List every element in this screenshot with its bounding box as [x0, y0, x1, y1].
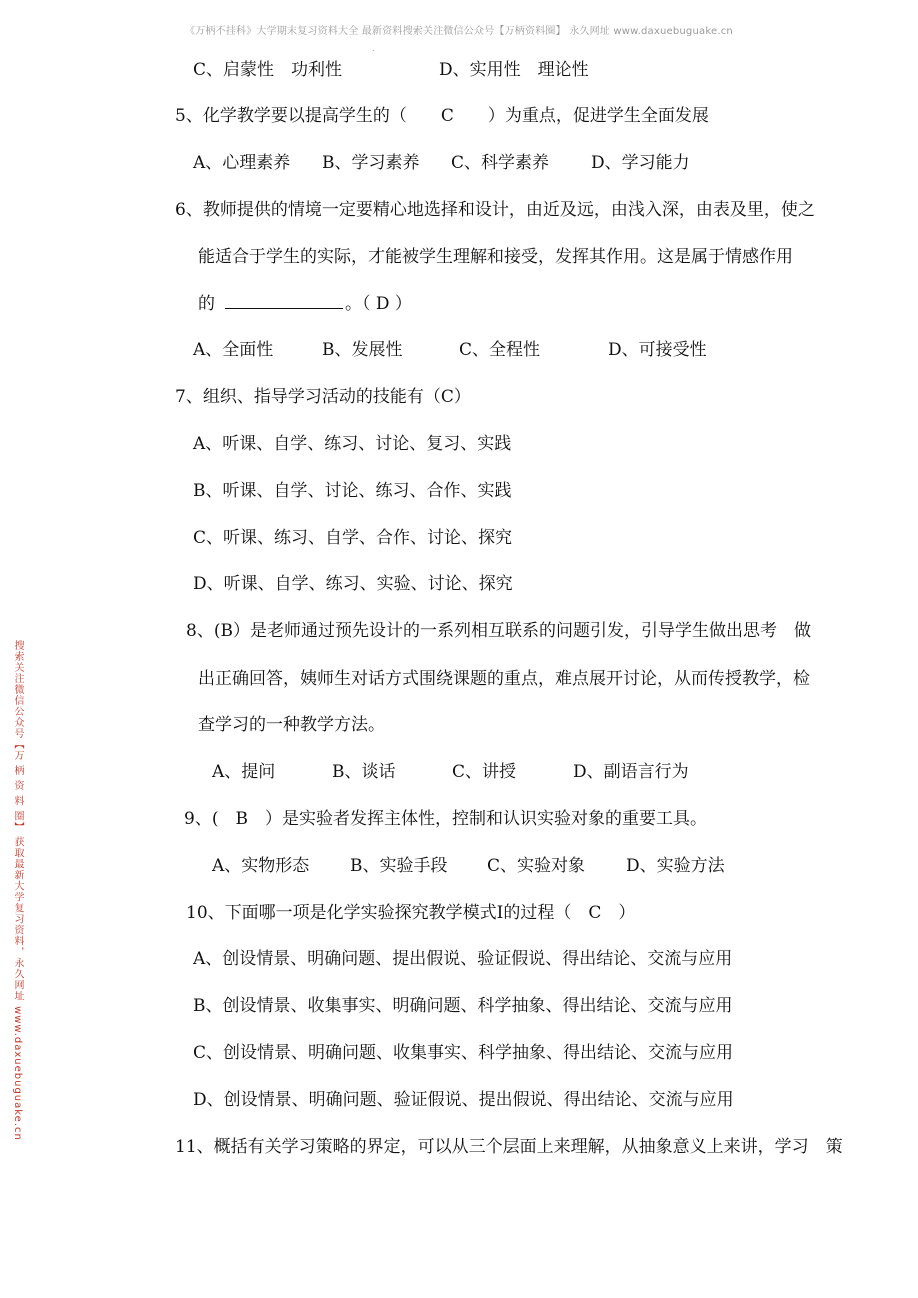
- q4-options: [193, 60, 589, 80]
- q6-stem-line1: 6、教师提供的情境一定要精心地选择和设计，由近及远，由浅入深，由表及里，使之: [175, 200, 815, 220]
- q8-options: [212, 762, 689, 782]
- q6-options: [193, 340, 707, 360]
- q5-option-b: B、学习素养: [322, 153, 420, 173]
- q8-stem-line3: 查学习的一种教学方法。: [198, 715, 385, 735]
- q8-option-c: C、讲授: [452, 762, 517, 782]
- q10-option-b: B、创设情景、收集事实、明确问题、科学抽象、得出结论、交流与应用: [193, 996, 733, 1016]
- q10-option-a: A、创设情景、明确问题、提出假说、验证假说、得出结论、交流与应用: [193, 949, 733, 969]
- header-dot: .: [372, 44, 375, 53]
- q9-option-a: A、实物形态: [212, 856, 310, 876]
- q9-stem: 9、( B ）是实验者发挥主体性，控制和认识实验对象的重要工具。: [184, 809, 707, 829]
- q7-option-d: D、听课、自学、练习、实验、讨论、探究: [193, 574, 513, 594]
- q6-de: 的: [198, 294, 215, 314]
- q8-option-a: A、提问: [212, 762, 276, 782]
- q4-option-d: D、实用性 理论性: [439, 60, 589, 80]
- q9-option-d: D、实验方法: [626, 856, 725, 876]
- q6-answer: 。（ D ）: [345, 294, 412, 314]
- q9-options: [212, 856, 725, 876]
- q5-option-a: A、心理素养: [193, 153, 291, 173]
- header-watermark: 《万柄不挂科》大学期末复习资料大全 最新资料搜索关注微信公众号【万柄资料圈】 永久网址 www.daxuebuguake.cn: [185, 26, 733, 37]
- q10-option-d: D、创设情景、明确问题、验证假说、提出假说、得出结论、交流与应用: [193, 1090, 734, 1110]
- q8-stem-line2: 出正确回答，姨师生对话方式围绕课题的重点，难点展开讨论，从而传授教学，检: [198, 669, 810, 689]
- q5-option-d: D、学习能力: [591, 153, 690, 173]
- q6-answer-blank: [225, 294, 343, 309]
- q9-option-c: C、实验对象: [487, 856, 586, 876]
- q9-option-b: B、实验手段: [350, 856, 448, 876]
- q10-option-c: C、创设情景、明确问题、收集事实、科学抽象、得出结论、交流与应用: [193, 1043, 734, 1063]
- q8-stem-line1: 8、(B）是老师通过预先设计的一系列相互联系的问题引发，引导学生做出思考 做: [186, 621, 811, 641]
- q6-option-b: B、发展性: [322, 340, 403, 360]
- q7-stem: 7、组织、指导学习活动的技能有（C）: [175, 387, 471, 407]
- q6-stem-line2: 能适合于学生的实际，才能被学生理解和接受，发挥其作用。这是属于情感作用: [198, 247, 793, 267]
- q6-stem-line3: [198, 294, 412, 314]
- q4-option-c: C、启蒙性 功利性: [193, 60, 343, 80]
- q6-option-a: A、全面性: [193, 340, 274, 360]
- q5-stem: 5、化学教学要以提高学生的（ C ）为重点，促进学生全面发展: [175, 106, 709, 126]
- q5-option-c: C、科学素养: [451, 153, 550, 173]
- q6-option-c: C、全程性: [459, 340, 541, 360]
- q8-option-d: D、副语言行为: [573, 762, 689, 782]
- q10-stem: 10、下面哪一项是化学实验探究教学模式Ⅰ的过程（ C ）: [186, 903, 636, 923]
- q6-option-d: D、可接受性: [608, 340, 707, 360]
- q7-option-c: C、听课、练习、自学、合作、讨论、探究: [193, 528, 513, 548]
- q8-option-b: B、谈话: [332, 762, 396, 782]
- q7-option-b: B、听课、自学、讨论、练习、合作、实践: [193, 481, 512, 501]
- q11-stem: 11、概括有关学习策略的界定，可以从三个层面上来理解，从抽象意义上来讲，学习 策: [175, 1137, 843, 1157]
- q5-options: [193, 153, 690, 173]
- side-watermark: 搜索关注微信公众号【万 柄 资 料 圈】 获取最新大学复习资料，永久网址 www.daxuebuguake.cn: [12, 640, 23, 1141]
- q7-option-a: A、听课、自学、练习、讨论、复习、实践: [193, 434, 512, 454]
